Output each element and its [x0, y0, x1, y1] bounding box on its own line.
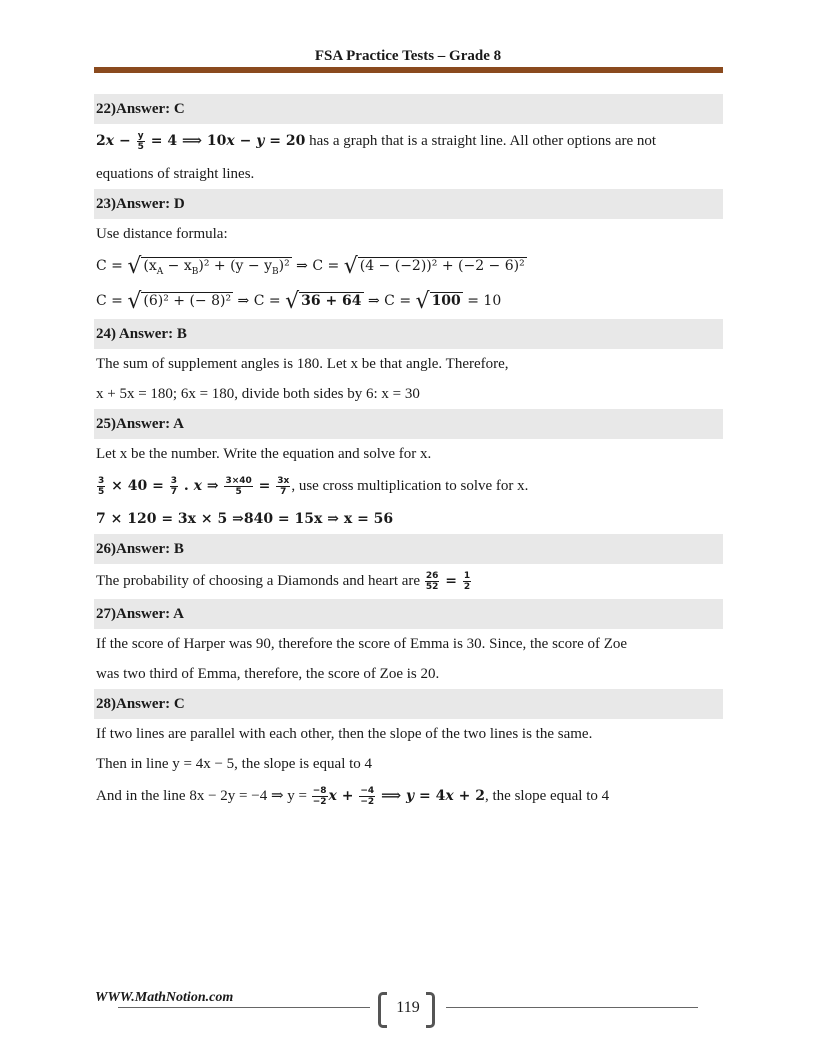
- page-header-title: FSA Practice Tests – Grade 8: [314, 48, 502, 64]
- answer-heading-26: 26)Answer: B: [94, 534, 723, 564]
- answer-25-line-2: $\frac{3}{5}$ × 40 = $\frac{3}{7}$ . x ⇒ $\frac{3\times 40}{5}$ = $\frac{3x}{7}$ , use cross multiplication to solve for x.: [98, 475, 529, 497]
- probability-fraction: $\frac{26}{52}$ = $\frac{1}{2}$: [425, 570, 471, 592]
- answer-22-line-2: equations of straight lines.: [96, 166, 255, 182]
- answer-22-line-1: 2x − $\frac{y}{5}$ = 4 ⟹ 10x − y = 20 has a graph that is a straight line. All other options are not: [96, 130, 657, 152]
- answer-27-line-2: was two third of Emma, therefore, the score of Zoe is 20.: [96, 666, 440, 682]
- equation-28: $\frac{-8}{-2}$ x + $\frac{-4}{-2}$ ⟹ y = 4x + 2: [312, 785, 485, 807]
- equation-25: $\frac{3}{5}$ × 40 = $\frac{3}{7}$ . x ⇒ $\frac{3\times 40}{5}$ = $\frac{3x}{7}$: [98, 475, 290, 497]
- answer-heading-25: 25)Answer: A: [94, 409, 723, 439]
- answer-28-line-2: Then in line y = 4x − 5, the slope is equal to 4: [96, 756, 373, 772]
- answer-24-line-1: The sum of supplement angles is 180. Let x be that angle. Therefore,: [96, 356, 509, 372]
- equation-22: 2x − $\frac{y}{5}$ = 4 ⟹ 10x − y = 20: [96, 130, 306, 152]
- header-rule: [94, 67, 723, 73]
- answer-27-line-1: If the score of Harper was 90, therefore the score of Emma is 30. Since, the score of Zoe: [96, 636, 628, 652]
- answer-25-line-1: Let x be the number. Write the equation and solve for x.: [96, 446, 432, 462]
- answer-heading-23: 23)Answer: D: [94, 189, 723, 219]
- answer-heading-27: 27)Answer: A: [94, 599, 723, 629]
- answer-heading-22: 22)Answer: C: [94, 94, 723, 124]
- answer-heading-28: 28)Answer: C: [94, 689, 723, 719]
- answer-heading-24: 24) Answer: B: [94, 319, 723, 349]
- distance-result-line: C = √ (6)² + (− 8)² ⇒ C = √ 36 + 64 ⇒ C = √ 100 = 10: [96, 289, 502, 314]
- answer-28-line-1: If two lines are parallel with each other, then the slope of the two lines is the same.: [96, 726, 593, 742]
- answer-content: [94, 94, 723, 814]
- answer-23-line-1: Use distance formula:: [96, 226, 228, 242]
- answer-25-line-3: 7 × 120 = 3x × 5 ⇒840 = 15x ⇒ x = 56: [96, 511, 394, 527]
- footer-rule-left: [118, 1007, 370, 1008]
- answer-26-line-1: The probability of choosing a Diamonds and heart are $\frac{26}{52}$ = $\frac{1}{2}$: [96, 570, 471, 592]
- footer-rule-right: [446, 1007, 698, 1008]
- distance-formula-line: C = √ $(x_A - x_B)^2 + (y - y_B)^2$ ⇒ C = √ (4 − (−2))² + (−2 − 6)²: [96, 254, 525, 279]
- answer-24-line-2: x + 5x = 180; 6x = 180, divide both sides by 6: x = 30: [96, 386, 420, 402]
- page-number: 119: [396, 999, 420, 1016]
- answer-28-line-3: And in the line 8x − 2y = −4 ⇒ y = $\frac{-8}{-2}$ x + $\frac{-4}{-2}$ ⟹ y = 4x + 2, the slope equal to 4: [96, 785, 610, 807]
- footer-brand: WWW.MathNotion.com: [95, 990, 234, 1005]
